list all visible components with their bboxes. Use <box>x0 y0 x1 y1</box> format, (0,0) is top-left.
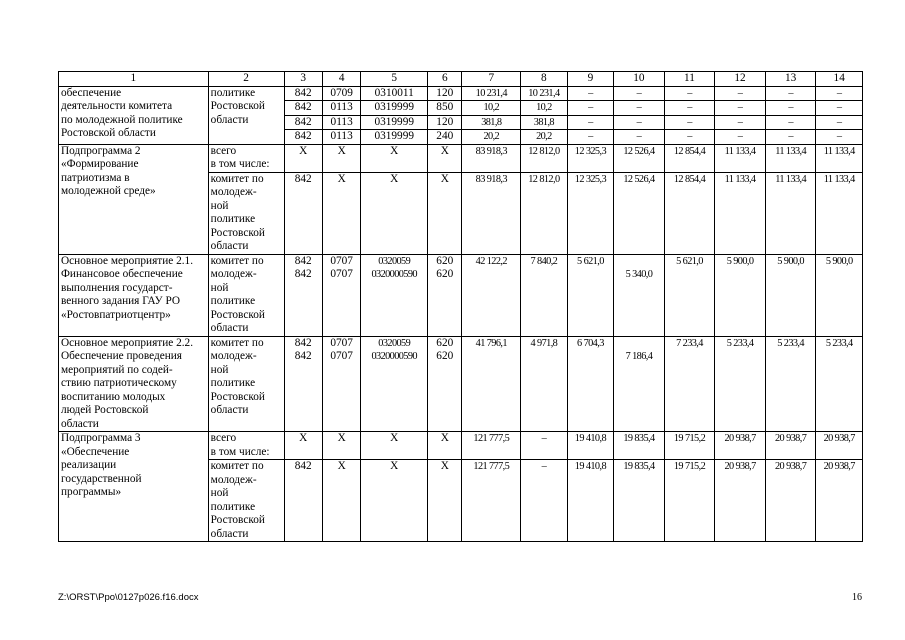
table-cell: 10,2 <box>462 101 521 116</box>
table-cell: 842 <box>284 130 322 145</box>
table-cell: 0113 <box>322 130 360 145</box>
table-cell: 0709 <box>322 86 360 101</box>
table-cell: – <box>715 101 766 116</box>
table-cell: – <box>765 130 816 145</box>
column-header: 4 <box>322 72 360 87</box>
column-header: 1 <box>59 72 209 87</box>
table-cell: 11 133,4 <box>765 172 816 254</box>
table-cell: 5 233,4 <box>816 336 863 432</box>
column-header: 7 <box>462 72 521 87</box>
table-cell: X <box>428 432 462 460</box>
table-cell: 5 900,0 <box>765 254 816 336</box>
table-cell: 5 900,0 <box>715 254 766 336</box>
budget-table <box>58 71 863 542</box>
table-cell: 0707 0707 <box>322 254 360 336</box>
table-cell: 11 133,4 <box>715 172 766 254</box>
table-cell: 121 777,5 <box>462 460 521 542</box>
table-cell: X <box>322 460 360 542</box>
table-cell: – <box>715 130 766 145</box>
table-cell: – <box>567 130 614 145</box>
table-cell: – <box>614 86 665 101</box>
table-cell: – <box>567 86 614 101</box>
table-cell: – <box>715 86 766 101</box>
table-cell: – <box>765 115 816 130</box>
column-header: 11 <box>664 72 715 87</box>
table-cell: 19 410,8 <box>567 432 614 460</box>
executor: комитет по молодеж- ной политике Ростовской области <box>208 460 284 542</box>
table-cell: 12 526,4 <box>614 144 665 172</box>
table-cell: 120 <box>428 86 462 101</box>
table-cell: 12 812,0 <box>521 172 568 254</box>
table-cell: 850 <box>428 101 462 116</box>
table-cell: – <box>567 115 614 130</box>
table-cell: 5 233,4 <box>765 336 816 432</box>
file-path: Z:\ORST\Ppo\0127p026.f16.docx <box>58 592 199 603</box>
table-cell: – <box>816 101 863 116</box>
table-cell: 20 938,7 <box>816 432 863 460</box>
table-cell: 842 <box>284 86 322 101</box>
page-number: 16 <box>852 592 862 603</box>
table-cell: 842 <box>284 460 322 542</box>
table-cell: 842 842 <box>284 336 322 432</box>
executor-total: всего в том числе: <box>208 432 284 460</box>
column-header: 5 <box>361 72 428 87</box>
column-header: 2 <box>208 72 284 87</box>
table-cell: – <box>715 115 766 130</box>
table-cell: 842 <box>284 115 322 130</box>
row-name: Основное мероприятие 2.1. Финансовое обеспечение выполнения государст- венного задания ГАУ РО «Ростовпатриотцентр» <box>59 254 209 336</box>
table-cell: 19 715,2 <box>664 460 715 542</box>
row-name: Подпрограмма 2 «Формирование патриотизма в молодежной среде» <box>59 144 209 254</box>
table-cell: 83 918,3 <box>462 144 521 172</box>
table-cell: 0319999 <box>361 130 428 145</box>
table-cell: 842 <box>284 172 322 254</box>
table-cell: 20 938,7 <box>715 460 766 542</box>
table-cell: 842 842 <box>284 254 322 336</box>
table-cell: 0707 0707 <box>322 336 360 432</box>
table-cell: 19 410,8 <box>567 460 614 542</box>
table-cell: 12 325,3 <box>567 144 614 172</box>
executor: комитет по молодеж- ной политике Ростовской области <box>208 336 284 432</box>
event-2-1 <box>59 254 863 336</box>
table-cell: 11 133,4 <box>816 144 863 172</box>
table-cell: 5 621,0 <box>567 254 614 336</box>
row-name: Основное мероприятие 2.2. Обеспечение проведения мероприятий по содей- ствию патриотическому воспитанию молодых людей Ростовской области <box>59 336 209 432</box>
executor-total: всего в том числе: <box>208 144 284 172</box>
table-cell: 41 796,1 <box>462 336 521 432</box>
column-header: 6 <box>428 72 462 87</box>
table-cell: – <box>816 115 863 130</box>
table-cell: 20 938,7 <box>816 460 863 542</box>
table-cell: – <box>614 115 665 130</box>
table-cell: X <box>361 172 428 254</box>
table-cell: 20 938,7 <box>765 432 816 460</box>
table-cell: 620 620 <box>428 336 462 432</box>
table-cell: 0319999 <box>361 115 428 130</box>
table-cell: 0320059 0320000590 <box>361 336 428 432</box>
table-cell: 11 133,4 <box>715 144 766 172</box>
table-cell: 120 <box>428 115 462 130</box>
executor: комитет по молодеж- ной политике Ростовской области <box>208 254 284 336</box>
table-cell: 19 715,2 <box>664 432 715 460</box>
table-cell: 19 835,4 <box>614 460 665 542</box>
subprogram-3-total <box>59 432 863 460</box>
table-cell: 5 233,4 <box>715 336 766 432</box>
table-cell: X <box>322 172 360 254</box>
table-cell: 12 325,3 <box>567 172 614 254</box>
event-2-2 <box>59 336 863 432</box>
table-cell: 0113 <box>322 101 360 116</box>
table-cell: 842 <box>284 101 322 116</box>
table-cell: – <box>614 101 665 116</box>
table-cell: – <box>664 115 715 130</box>
table-cell: X <box>284 144 322 172</box>
column-header: 8 <box>521 72 568 87</box>
table-cell: – <box>664 130 715 145</box>
table-cell: X <box>428 172 462 254</box>
column-header: 14 <box>816 72 863 87</box>
table-cell: 4 971,8 <box>521 336 568 432</box>
table-cell: 19 835,4 <box>614 432 665 460</box>
table-cell: 12 812,0 <box>521 144 568 172</box>
table-cell: X <box>322 432 360 460</box>
table-cell: 42 122,2 <box>462 254 521 336</box>
table-cell: 10,2 <box>521 101 568 116</box>
table-cell: 121 777,5 <box>462 432 521 460</box>
column-header: 9 <box>567 72 614 87</box>
table-cell: – <box>664 101 715 116</box>
table-cell: 10 231,4 <box>462 86 521 101</box>
table-cell: 0113 <box>322 115 360 130</box>
table-cell: – <box>765 86 816 101</box>
row-name: обеспечение деятельности комитета по молодежной политике Ростовской области <box>59 86 209 144</box>
header-row <box>59 72 863 87</box>
table-cell: X <box>361 432 428 460</box>
table-cell: X <box>428 144 462 172</box>
table-cell: 7 840,2 <box>521 254 568 336</box>
table-cell: 20 938,7 <box>765 460 816 542</box>
table-cell: 7 186,4 <box>614 336 665 432</box>
table-cell: 0319999 <box>361 101 428 116</box>
table-cell: 20 938,7 <box>715 432 766 460</box>
table-cell: – <box>816 130 863 145</box>
table-cell: X <box>428 460 462 542</box>
table-cell: 12 854,4 <box>664 144 715 172</box>
table-cell: X <box>361 460 428 542</box>
table-cell: 240 <box>428 130 462 145</box>
column-header: 3 <box>284 72 322 87</box>
table-cell: X <box>361 144 428 172</box>
table-cell: 5 621,0 <box>664 254 715 336</box>
row-name: Подпрограмма 3 «Обеспечение реализации государственной программы» <box>59 432 209 542</box>
table-cell: 620 620 <box>428 254 462 336</box>
table-cell: 11 133,4 <box>816 172 863 254</box>
table-cell: – <box>567 101 614 116</box>
column-header: 10 <box>614 72 665 87</box>
table-cell: 83 918,3 <box>462 172 521 254</box>
subprogram-2-total <box>59 144 863 172</box>
table-cell: X <box>284 432 322 460</box>
table-cell: 10 231,4 <box>521 86 568 101</box>
table-row <box>59 86 863 101</box>
table-cell: – <box>521 432 568 460</box>
executor: комитет по молодеж- ной политике Ростовской области <box>208 172 284 254</box>
column-header: 12 <box>715 72 766 87</box>
table-cell: 0310011 <box>361 86 428 101</box>
table-cell: – <box>765 101 816 116</box>
table-cell: 12 854,4 <box>664 172 715 254</box>
table-cell: 20,2 <box>521 130 568 145</box>
table-cell: 381,8 <box>462 115 521 130</box>
table-cell: – <box>664 86 715 101</box>
table-cell: 11 133,4 <box>765 144 816 172</box>
table-cell: – <box>521 460 568 542</box>
table-cell: – <box>816 86 863 101</box>
column-header: 13 <box>765 72 816 87</box>
table-cell: X <box>322 144 360 172</box>
table-cell: 5 340,0 <box>614 254 665 336</box>
table-cell: 7 233,4 <box>664 336 715 432</box>
table-cell: 0320059 0320000590 <box>361 254 428 336</box>
table-cell: 381,8 <box>521 115 568 130</box>
table-cell: 5 900,0 <box>816 254 863 336</box>
table-cell: 6 704,3 <box>567 336 614 432</box>
table-cell: 20,2 <box>462 130 521 145</box>
table-cell: – <box>614 130 665 145</box>
table-cell: 12 526,4 <box>614 172 665 254</box>
executor: политике Ростовской области <box>208 86 284 144</box>
